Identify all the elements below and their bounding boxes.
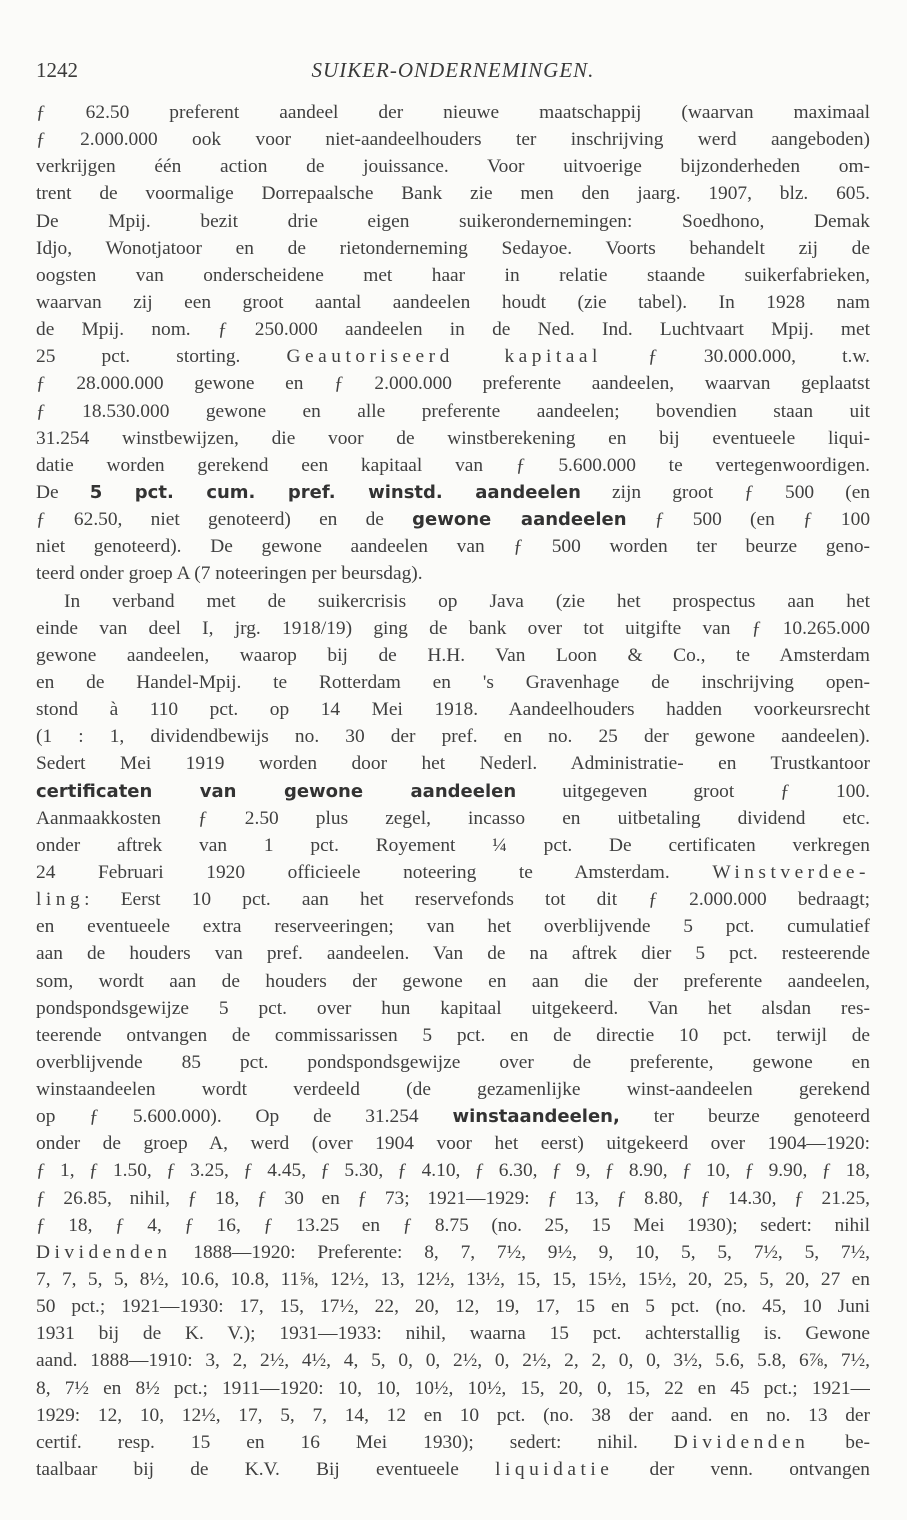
text-line (36, 1185, 870, 1212)
text-line (36, 370, 870, 397)
text-segment: waarvan zij een groot aantal aandeelen houdt (zie tabel). In 1928 nam (36, 291, 870, 313)
text-segment: ƒ 18, ƒ 4, ƒ 16, ƒ 13.25 en ƒ 8.75 (no. 25, 15 Mei 1930); sedert: nihil (36, 1214, 870, 1236)
text-line (36, 533, 870, 560)
text-line (36, 1076, 870, 1103)
spaced-term: Dividenden (36, 1241, 172, 1263)
bold-term: 5 pct. cum. pref. winstd. aandeelen (89, 481, 581, 503)
text-line (36, 940, 870, 967)
text-segment: en eventueele extra reserveeringen; van het overblijvende 5 pct. cumulatief (36, 916, 870, 938)
text-line (36, 832, 870, 859)
text-segment: uitgegeven groot ƒ 100. (516, 780, 870, 802)
text-line (36, 99, 870, 126)
text-segment: ƒ 28.000.000 gewone en ƒ 2.000.000 preferente aandeelen, waarvan geplaatst (36, 373, 870, 395)
text-segment: ƒ 62.50 preferent aandeel der nieuwe maatschappij (waarvan maximaal (36, 102, 870, 123)
text-line (36, 1456, 870, 1483)
text-line (36, 1212, 870, 1239)
text-segment: einde van deel I, jrg. 1918/19) ging de bank over tot uitgifte van ƒ 10.265.000 (36, 617, 870, 639)
text-line (36, 1347, 870, 1374)
text-line (36, 1429, 870, 1456)
text-segment: overblijvende 85 pct. pondspondsgewijze over de preferente, gewone en (36, 1051, 870, 1073)
text-segment: onder de groep A, werd (over 1904 voor het eerst) uitgekeerd over 1904—1920: (36, 1133, 870, 1155)
text-line (36, 1293, 870, 1320)
text-segment: 1929: 12, 10, 12½, 17, 5, 7, 14, 12 en 10 pct. (no. 38 der aand. en no. 13 der (36, 1404, 870, 1426)
text-line (36, 778, 870, 805)
text-segment: ƒ 1, ƒ 1.50, ƒ 3.25, ƒ 4.45, ƒ 5.30, ƒ 4.10, ƒ 6.30, ƒ 9, ƒ 8.90, ƒ 10, ƒ 9.90, ƒ 18, (36, 1160, 870, 1182)
text-segment: ƒ 2.000.000 ook voor niet-aandeelhouders ter inschrijving werd aangeboden) (36, 129, 870, 151)
text-segment: niet genoteerd). De gewone aandeelen van ƒ 500 worden ter beurze geno- (36, 536, 870, 558)
page-number: 1242 (36, 58, 78, 82)
text-line (36, 479, 870, 506)
text-segment: Aanmaakkosten ƒ 2.50 plus zegel, incasso en uitbetaling dividend etc. (36, 807, 870, 829)
text-line (36, 886, 870, 913)
text-line (36, 995, 870, 1022)
text-line (36, 126, 870, 153)
text-line (36, 180, 870, 207)
text-segment: winstaandeelen wordt verdeeld (de gezamenlijke winst-aandeelen gerekend (36, 1079, 870, 1101)
text-segment: ƒ 26.85, nihil, ƒ 18, ƒ 30 en ƒ 73; 1921—1929: ƒ 13, ƒ 8.80, ƒ 14.30, ƒ 21.25, (36, 1187, 870, 1209)
bold-term: winstaandeelen, (452, 1106, 620, 1128)
text-line (36, 1266, 870, 1293)
text-line (36, 615, 870, 642)
text-segment: ƒ 30.000.000, t.w. (601, 346, 870, 368)
text-line (36, 1320, 870, 1347)
spaced-term: Dividenden (673, 1431, 810, 1453)
text-line (36, 913, 870, 940)
text-segment: 1888—1920: Preferente: 8, 7, 7½, 9½, 9, 10, 5, 5, 7½, 5, 7½, (171, 1241, 870, 1263)
text-line (36, 316, 870, 343)
text-line (36, 1049, 870, 1076)
text-line (36, 588, 870, 615)
text-line (36, 642, 870, 669)
bold-term: gewone aandeelen (412, 509, 627, 531)
text-segment: In verband met de suikercrisis op Java (zie het prospectus aan het (64, 590, 870, 612)
text-segment: der venn. ontvangen (613, 1459, 870, 1481)
text-segment: 7, 7, 5, 5, 8½, 10.6, 10.8, 11⅝, 12½, 13, 12½, 13½, 15, 15, 15½, 15½, 20, 25, 5, 20, 27 en (36, 1269, 870, 1291)
text-line (36, 805, 870, 832)
text-segment: trent de voormalige Dorrepaalsche Bank zie men den jaarg. 1907, blz. 605. (36, 183, 870, 205)
text-segment: ter beurze genoteerd (619, 1106, 870, 1128)
text-segment: teerende ontvangen de commissarissen 5 pct. en de directie 10 pct. terwijl de (36, 1024, 870, 1046)
text-line (36, 696, 870, 723)
text-segment: Sedert Mei 1919 worden door het Nederl. Administratie- en Trustkantoor (36, 753, 870, 775)
text-segment: aand. 1888—1910: 3, 2, 2½, 4½, 4, 5, 0, 0, 2½, 0, 2½, 2, 2, 0, 0, 3½, 5.6, 5.8, 6⅞, 7½, (36, 1350, 870, 1372)
text-line (36, 859, 870, 886)
spaced-term: ling (36, 889, 85, 911)
text-segment: verkrijgen één action de jouissance. Voor uitvoerige bijzonderheden om- (36, 156, 870, 178)
page-header (36, 58, 870, 88)
text-segment: taalbaar bij de K.V. Bij eventueele (36, 1459, 496, 1481)
text-segment: certif. resp. 15 en 16 Mei 1930); sedert: nihil. (36, 1431, 674, 1453)
text-segment: 8, 7½ en 8½ pct.; 1911—1920: 10, 10, 10½, 10½, 15, 20, 0, 15, 22 en 45 pct.; 1921— (36, 1377, 870, 1399)
text-segment: datie worden gerekend een kapitaal van ƒ 5.600.000 te vertegenwoordigen. (36, 454, 870, 476)
text-segment: De Mpij. bezit drie eigen suikerondernemingen: Soedhono, Demak (36, 210, 870, 232)
spaced-term: Winstverdee- (712, 861, 870, 883)
text-line (36, 235, 870, 262)
text-segment: ƒ 18.530.000 gewone en alle preferente aandeelen; bovendien staan uit (36, 400, 870, 422)
text-line (36, 398, 870, 425)
text-line (36, 560, 870, 587)
text-line (36, 289, 870, 316)
spaced-term: Geautoriseerd kapitaal (286, 346, 602, 368)
text-segment: som, wordt aan de houders der gewone en aan die der preferente aandeelen, (36, 970, 870, 992)
text-segment: zijn groot ƒ 500 (en (580, 481, 870, 503)
text-line (36, 669, 870, 696)
text-segment: pondspondsgewijze 5 pct. over hun kapitaal uitgekeerd. Van het alsdan res- (36, 997, 870, 1019)
text-line (36, 1402, 870, 1429)
text-line (36, 1022, 870, 1049)
text-segment: 25 pct. storting. (36, 346, 287, 368)
text-segment: gewone aandeelen, waarop bij de H.H. Van Loon & Co., te Amsterdam (36, 644, 870, 666)
body-text (36, 99, 870, 1483)
text-segment: ƒ 500 (en ƒ 100 (626, 509, 870, 531)
text-segment: be- (809, 1431, 870, 1453)
text-line (36, 208, 870, 235)
bold-term: certificaten van gewone aandeelen (36, 780, 517, 802)
spaced-term: liquidatie (495, 1459, 614, 1481)
text-line (36, 1375, 870, 1402)
text-line (36, 1239, 870, 1266)
text-segment: op ƒ 5.600.000). Op de 31.254 (36, 1106, 453, 1128)
text-segment: onder aftrek van 1 pct. Royement ¼ pct. De certificaten verkregen (36, 834, 870, 856)
text-segment: 1931 bij de K. V.); 1931—1933: nihil, waarna 15 pct. achterstallig is. Gewone (36, 1323, 870, 1345)
text-line (36, 750, 870, 777)
text-segment: 50 pct.; 1921—1930: 17, 15, 17½, 22, 20, 12, 19, 17, 15 en 5 pct. (no. 45, 10 Juni (36, 1296, 870, 1318)
text-line (36, 153, 870, 180)
text-segment: (1 : 1, dividendbewijs no. 30 der pref. en no. 25 der gewone aandeelen). (36, 726, 870, 748)
text-line (36, 968, 870, 995)
text-segment: 24 Februari 1920 officieele noteering te Amsterdam. (36, 861, 713, 883)
text-segment: Idjo, Wonotjatoor en de rietonderneming Sedayoe. Voorts behandelt zij de (36, 237, 870, 259)
text-segment: en de Handel-Mpij. te Rotterdam en 's Gravenhage de inschrijving open- (36, 671, 870, 693)
text-segment: ƒ 62.50, niet genoteerd) en de (36, 509, 413, 531)
text-line (36, 452, 870, 479)
text-line (36, 262, 870, 289)
text-segment: De (36, 481, 90, 503)
text-line (36, 1157, 870, 1184)
text-line (36, 1103, 870, 1130)
text-line (36, 723, 870, 750)
text-segment: 31.254 winstbewijzen, die voor de winstberekening en bij eventueele liqui- (36, 427, 870, 449)
running-title: SUIKER-ONDERNEMINGEN. (311, 58, 595, 82)
text-segment: de Mpij. nom. ƒ 250.000 aandeelen in de Ned. Ind. Luchtvaart Mpij. met (36, 319, 870, 341)
text-segment: aan de houders van pref. aandeelen. Van de na aftrek dier 5 pct. resteerende (36, 943, 870, 965)
text-line (36, 1130, 870, 1157)
text-line (36, 506, 870, 533)
text-segment: oogsten van onderscheidene met haar in relatie staande suikerfabrieken, (36, 264, 870, 286)
text-segment: teerd onder groep A (7 noteeringen per beursdag). (36, 563, 423, 585)
text-segment: stond à 110 pct. op 14 Mei 1918. Aandeelhouders hadden voorkeursrecht (36, 699, 870, 721)
text-line (36, 343, 870, 370)
text-line (36, 425, 870, 452)
text-segment: : Eerst 10 pct. aan het reservefonds tot dit ƒ 2.000.000 bedraagt; (84, 889, 870, 911)
